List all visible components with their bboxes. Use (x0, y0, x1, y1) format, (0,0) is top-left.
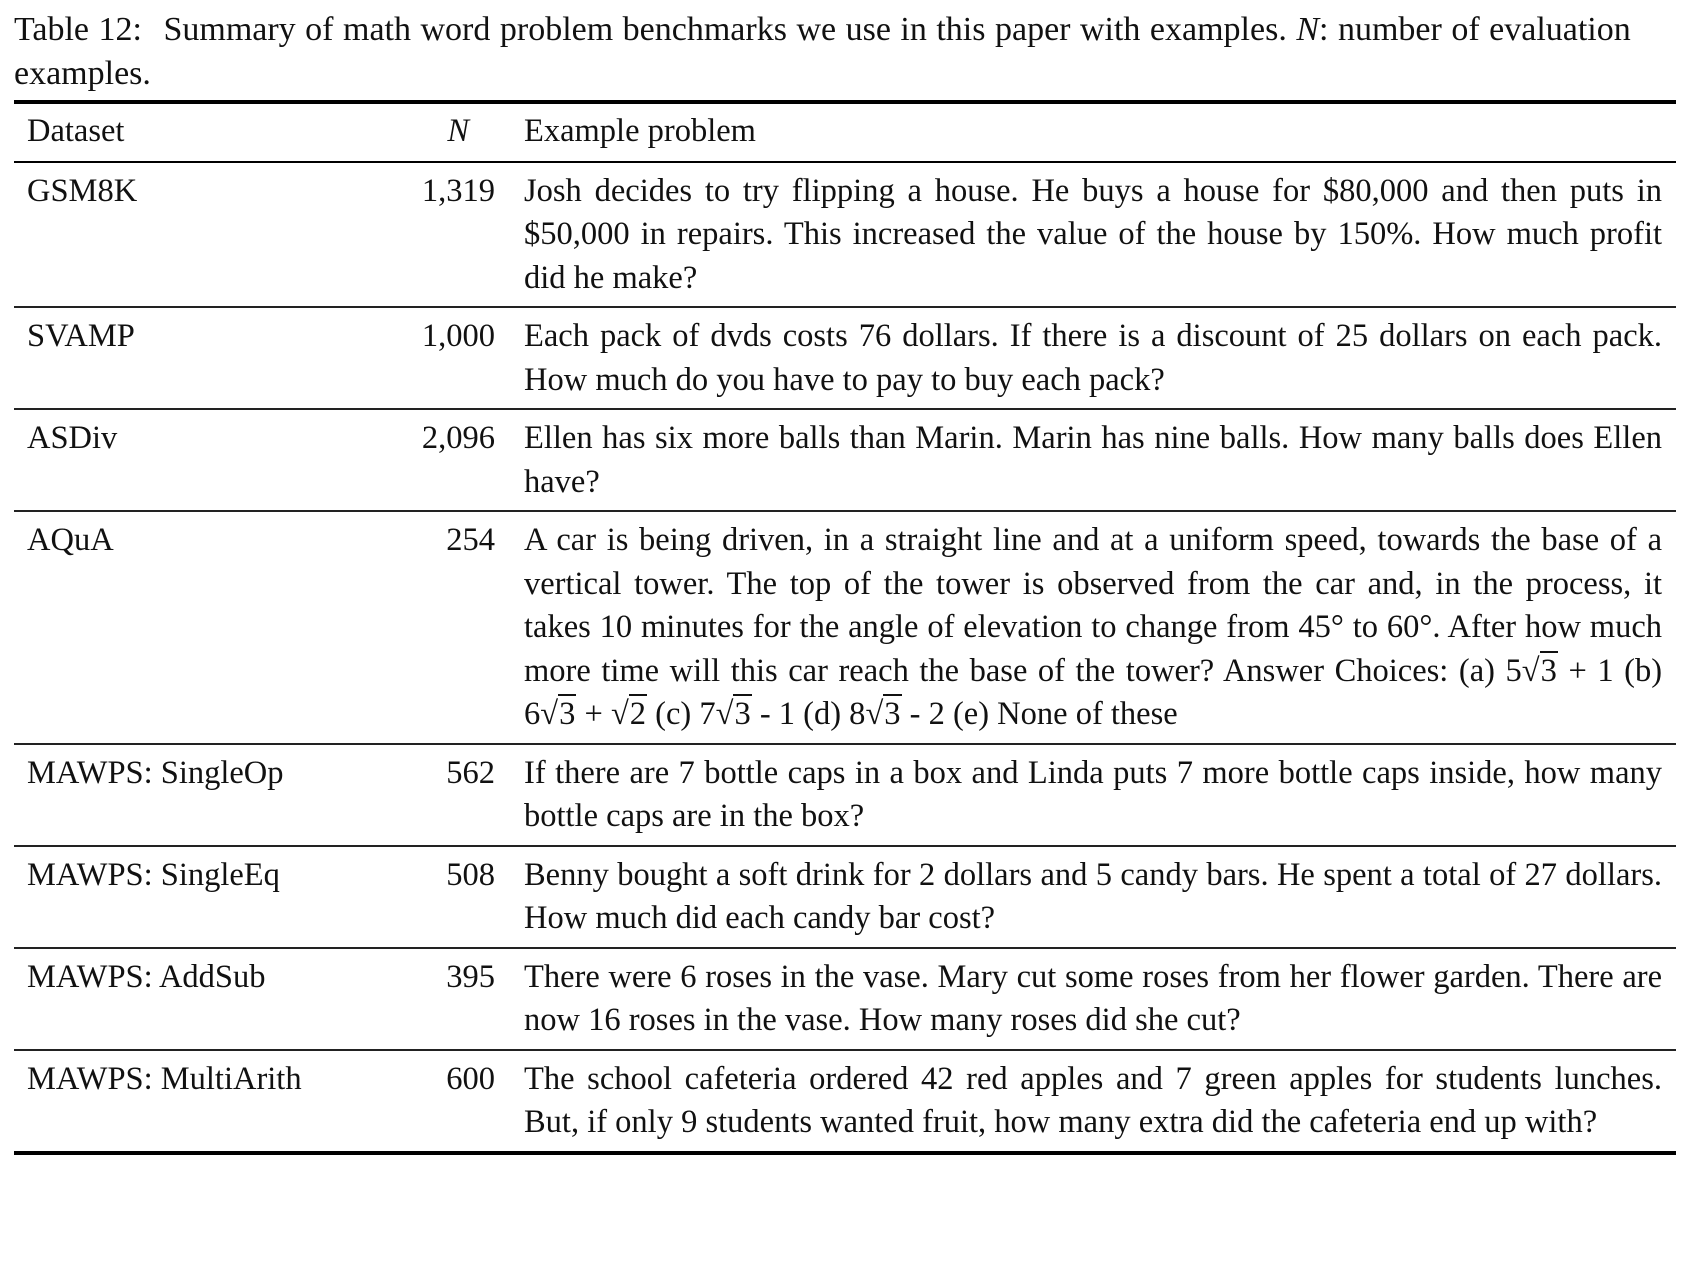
header-n: N (447, 113, 469, 149)
example-cell (495, 511, 1676, 744)
header-dataset: Dataset (27, 113, 125, 149)
table-row (14, 948, 1676, 1050)
example-cell: The school cafeteria ordered 42 red apples and 7 green apples for students lunches. But, if only 9 students wanted fruit, how many extra did the cafeteria end up with? (524, 1060, 1662, 1140)
caption-text-end: : number of evaluation examples. (14, 11, 1631, 92)
choice-b: (b) 6√3 + √2 (524, 652, 1663, 732)
sqrt-symbol: √3 (865, 696, 901, 732)
n-cell: 2,096 (421, 420, 495, 456)
sqrt-symbol: √3 (1521, 652, 1557, 689)
header-example: Example problem (524, 113, 756, 149)
header-row (14, 102, 1676, 162)
caption-text: Summary of math word problem benchmarks we use in this paper with examples. (163, 11, 1287, 48)
choice-c: (c) 7√3 - 1 (655, 696, 796, 732)
choice-e: (e) None of these (952, 696, 1178, 732)
dataset-cell: MAWPS: MultiArith (27, 1060, 302, 1097)
dataset-cell: ASDiv (27, 420, 118, 456)
dataset-cell: SVAMP (27, 318, 135, 354)
sqrt-symbol: √3 (540, 696, 576, 732)
dataset-cell: MAWPS: SingleEq (27, 856, 280, 893)
n-cell: 1,000 (421, 318, 495, 354)
table-row (14, 846, 1676, 948)
table-row (14, 511, 1676, 744)
dataset-cell: GSM8K (27, 172, 138, 209)
table-row (14, 1050, 1676, 1153)
choice-d: (d) 8√3 - 2 (803, 696, 945, 732)
n-cell: 254 (446, 522, 495, 558)
sqrt-symbol: √3 (715, 696, 751, 732)
dataset-cell: AQuA (27, 522, 114, 558)
example-cell: Josh decides to try flipping a house. He buys a house for $80,000 and then puts in $50,000 in repairs. This increased the value of the house by 150%. How much profit did he make? (524, 172, 1662, 296)
table-row (14, 162, 1676, 308)
example-cell: There were 6 roses in the vase. Mary cut some roses from her flower garden. There are now 16 roses in the vase. How many roses did she cut? (524, 958, 1662, 1038)
dataset-cell: MAWPS: SingleOp (27, 754, 284, 791)
n-cell: 1,319 (421, 172, 495, 209)
table-row (14, 409, 1676, 511)
caption-symbol: N (1296, 11, 1320, 48)
example-cell: Benny bought a soft drink for 2 dollars and 5 candy bars. He spent a total of 27 dollars. How much did each candy bar cost? (524, 856, 1662, 936)
table-row (14, 307, 1676, 409)
dataset-cell: MAWPS: AddSub (27, 958, 266, 995)
choice-a: (a) 5√3 + 1 (1458, 652, 1614, 689)
table-caption (14, 8, 1678, 96)
n-cell: 395 (446, 958, 495, 995)
example-cell: If there are 7 bottle caps in a box and Linda puts 7 more bottle caps inside, how many bottle caps are in the box? (524, 754, 1662, 834)
table-row (14, 744, 1676, 846)
benchmark-table (14, 100, 1676, 1155)
sqrt-symbol: √2 (610, 696, 647, 732)
example-text: A car is being driven, in a straight line and at a uniform speed, towards the base of a vertical tower. The top of the tower is observed from the car and, in the process, it takes 10 minutes for the angle of elevation to change from 45° to 60°. After how much more time will this car reach the base of the tower? Answer Choices: (524, 522, 1662, 689)
example-cell: Each pack of dvds costs 76 dollars. If there is a discount of 25 dollars on each pack. How much do you have to pay to buy each pack? (524, 318, 1662, 398)
example-cell: Ellen has six more balls than Marin. Marin has nine balls. How many balls does Ellen have? (524, 420, 1662, 500)
n-cell: 562 (446, 754, 495, 791)
caption-label: Table 12: (14, 11, 142, 48)
n-cell: 600 (446, 1060, 495, 1097)
n-cell: 508 (446, 856, 495, 893)
